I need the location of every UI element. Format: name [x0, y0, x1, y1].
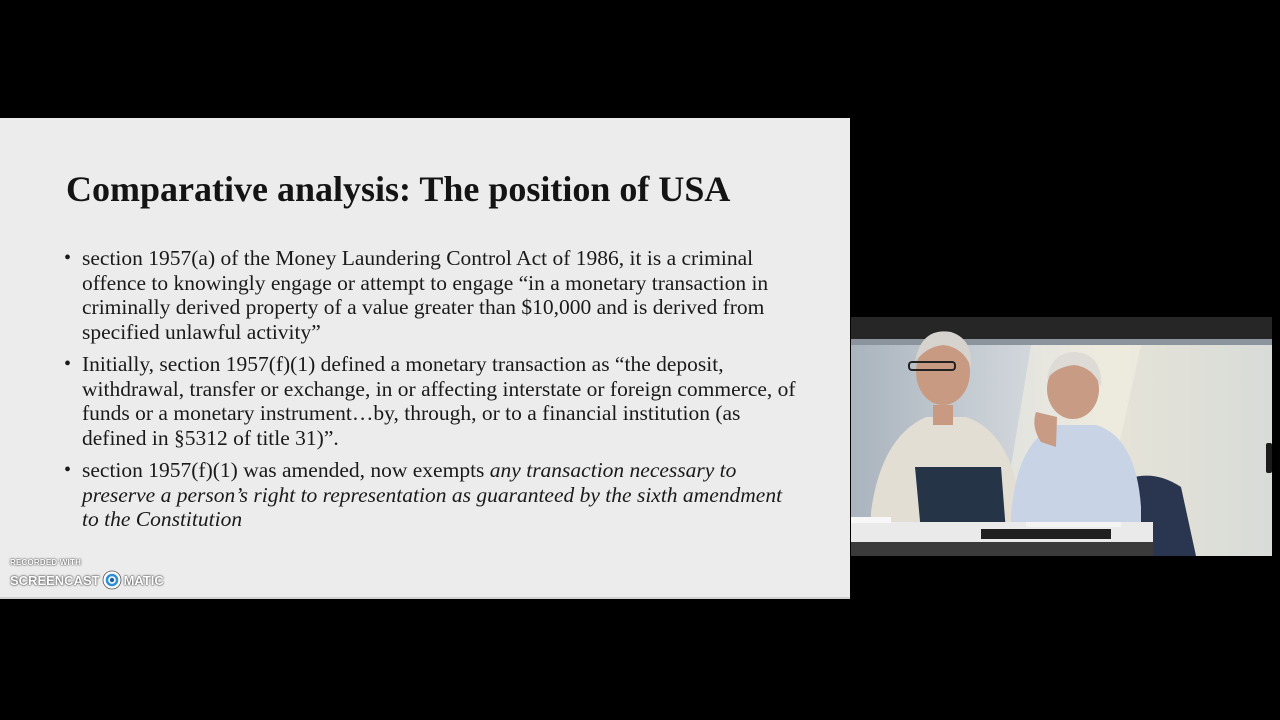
bullet-marker: •	[64, 247, 72, 269]
screencast-logo-icon	[102, 570, 122, 590]
bullet-text-italic: any transaction necessary to preserve a person’s right to representation as guaranteed by the sixth amendment to the Constitution	[82, 458, 783, 531]
bullet-marker: •	[64, 353, 72, 375]
watermark-recorded-with: RECORDED WITH	[10, 558, 82, 567]
presentation-slide	[0, 118, 850, 599]
bullet-item	[64, 458, 804, 532]
webcam-video	[851, 317, 1272, 556]
bullet-list	[64, 246, 804, 540]
slide-title: Comparative analysis: The position of USA	[66, 169, 731, 209]
watermark-brand-left: SCREENCAST	[10, 572, 100, 588]
watermark-brand	[10, 570, 164, 590]
screencast-watermark	[10, 558, 170, 592]
bullet-item	[64, 352, 804, 450]
scroll-handle[interactable]	[1266, 443, 1272, 473]
bullet-text: section 1957(f)(1) was amended, now exempts	[82, 458, 490, 482]
webcam-scene	[851, 317, 1272, 556]
watermark-brand-right: MATIC	[123, 572, 164, 588]
bullet-marker: •	[64, 459, 72, 481]
bullet-text: Initially, section 1957(f)(1) defined a monetary transaction as “the deposit, withdrawal, transfer or exchange, in or affecting interstate or foreign commerce, of funds or a monetary instrument…by, through, or to a financial institution (as defined in §5312 of title 31)”.	[82, 352, 796, 450]
bullet-item	[64, 246, 804, 344]
bullet-text: section 1957(a) of the Money Laundering Control Act of 1986, it is a criminal offence to knowingly engage or attempt to engage “in a monetary transaction in criminally derived property of a value greater than $10,000 and is derived from specified unlawful activity”	[82, 246, 769, 344]
